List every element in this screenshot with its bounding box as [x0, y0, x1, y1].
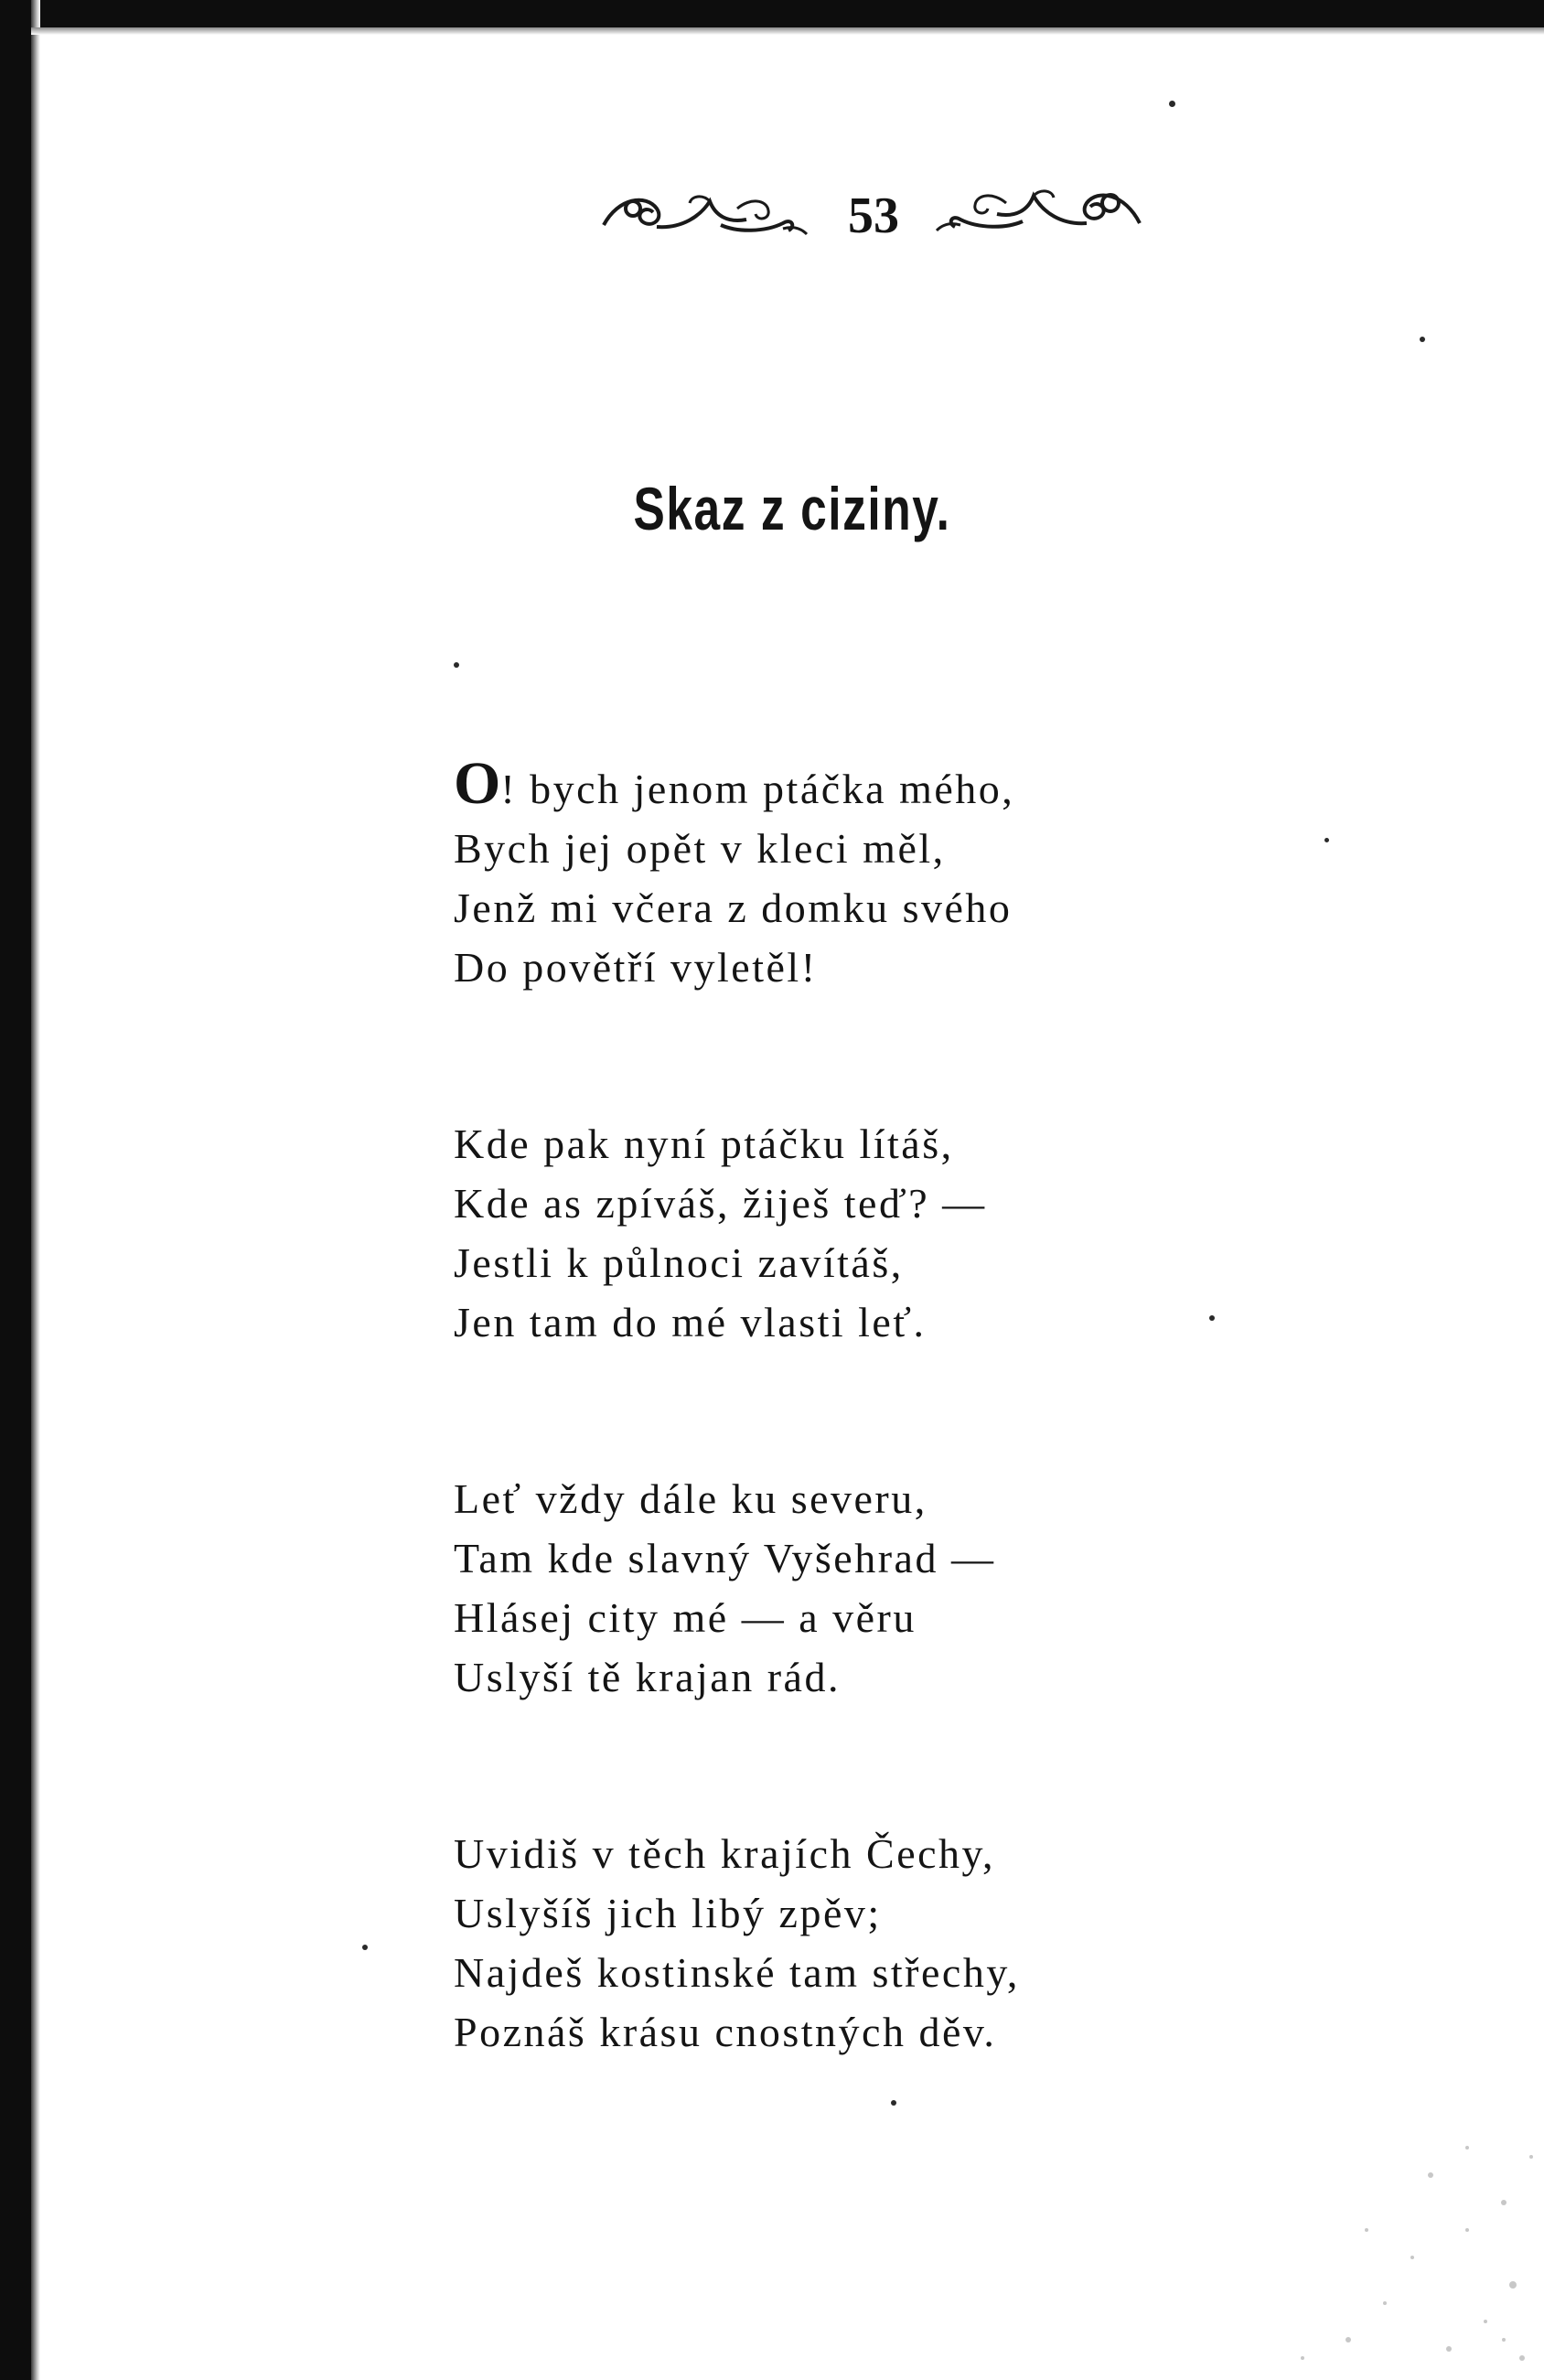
floral-ornament-right-icon — [933, 181, 1143, 234]
paper-speck — [362, 1945, 368, 1950]
verse-line: Uvidiš v těch krajích Čechy, — [454, 1830, 996, 1877]
page-number: 53 — [848, 188, 899, 244]
poem-body — [454, 750, 1277, 2179]
floral-ornament-left-icon — [600, 188, 810, 236]
verse-line-text: ! bych jenom ptáčka mého, — [500, 766, 1015, 812]
verse-line: Uslyší tě krajan rád. — [454, 1654, 841, 1700]
paper-speck — [454, 662, 459, 668]
verse-line: Jenž mi včera z domku svého — [454, 884, 1013, 931]
verse-line: Bych jej opět v kleci měl, — [454, 825, 946, 872]
stanza — [454, 750, 1277, 997]
paper-speck — [891, 2100, 896, 2106]
stanza — [454, 1469, 1277, 1707]
stanza — [454, 1824, 1277, 2062]
verse-line: Do povětří vyletěl! — [454, 944, 818, 991]
verse-line: Kde pak nyní ptáčku lítáš, — [454, 1120, 954, 1167]
verse-line: Najdeš kostinské tam střechy, — [454, 1949, 1020, 1996]
verse-line: Leť vždy dále ku severu, — [454, 1475, 927, 1522]
stanza — [454, 1114, 1277, 1352]
verse-line: Poznáš krásu cnostných děv. — [454, 2009, 997, 2055]
verse-line — [454, 750, 1277, 819]
scan-top-shadow — [31, 27, 1544, 35]
verse-line: Tam kde slavný Vyšehrad — — [454, 1535, 996, 1581]
poem-title: Skaz z ciziny. — [633, 475, 951, 542]
book-page — [40, 35, 1544, 2380]
scan-binding-edge — [0, 0, 31, 2380]
verse-line: Uslyšíš jich libý zpěv; — [454, 1890, 882, 1936]
verse-line: Hlásej city mé — a věru — [454, 1594, 917, 1641]
scan-top-edge — [0, 0, 1544, 27]
paper-speck — [1169, 101, 1175, 107]
paper-speck — [1324, 838, 1329, 842]
paper-speck — [1420, 337, 1425, 342]
scan-gutter-shadow — [31, 0, 40, 2380]
paper-speck — [1209, 1315, 1215, 1321]
verse-line: Jestli k půlnoci zavítáš, — [454, 1239, 904, 1286]
paper-foxing-texture — [955, 2120, 1544, 2380]
verse-line: Jen tam do mé vlasti leť. — [454, 1299, 927, 1345]
verse-line: Kde as zpíváš, žiješ teď? — — [454, 1180, 987, 1227]
drop-cap-initial: O — [454, 750, 501, 817]
page-header — [40, 145, 1544, 254]
